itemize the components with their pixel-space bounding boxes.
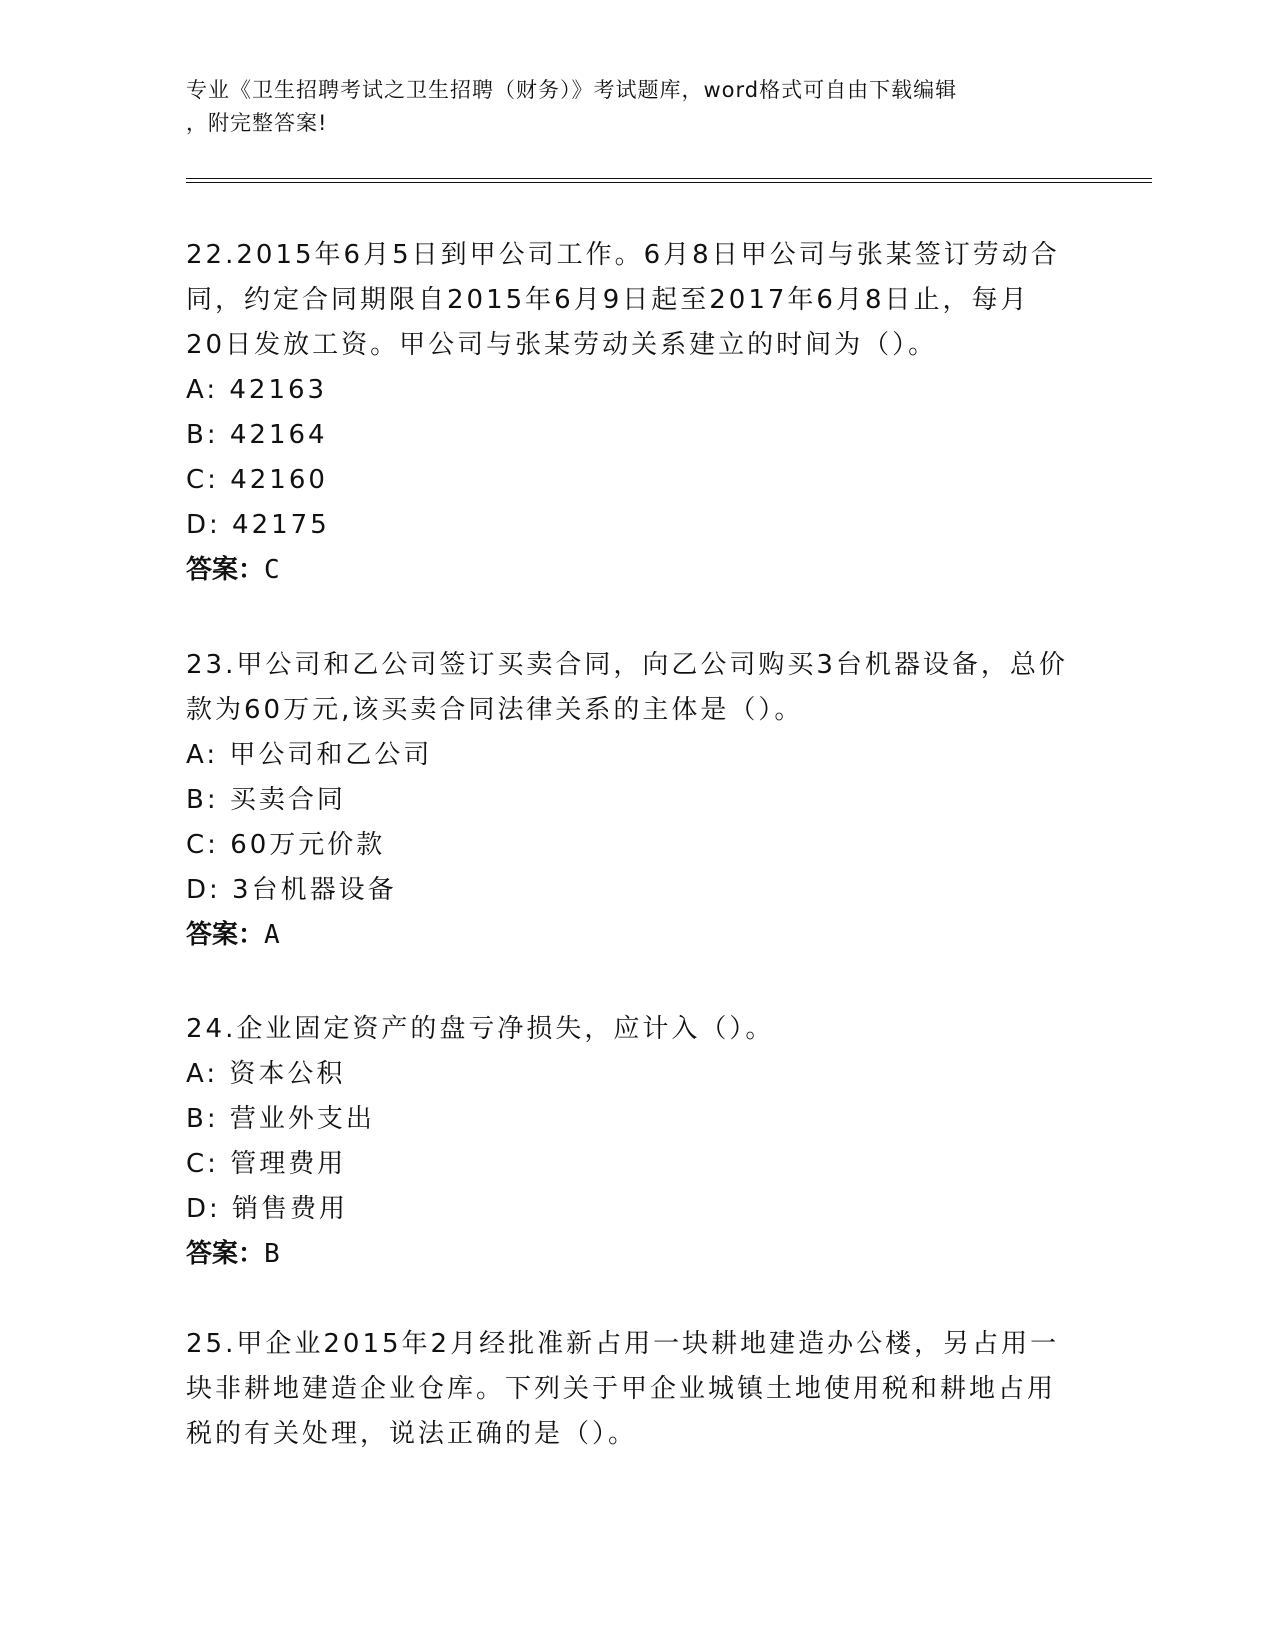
option-c bbox=[186, 1142, 1086, 1187]
answer-value: A bbox=[264, 920, 280, 950]
question-number: 25. bbox=[186, 1329, 237, 1359]
answer-line bbox=[186, 1232, 1086, 1277]
option-c bbox=[186, 458, 1086, 503]
question-number: 23. bbox=[186, 650, 237, 680]
option-d bbox=[186, 503, 1086, 548]
answer-line bbox=[186, 913, 1086, 958]
option-text: 买卖合同 bbox=[229, 785, 346, 815]
option-text: 资本公积 bbox=[229, 1059, 346, 1089]
option-b bbox=[186, 778, 1086, 823]
option-b bbox=[186, 1097, 1086, 1142]
option-label: D: bbox=[186, 875, 221, 905]
answer-label: 答案： bbox=[186, 920, 265, 950]
option-label: B: bbox=[186, 1104, 219, 1134]
question-line: 20日发放工资。甲公司与张某劳动关系建立的时间为（）。 bbox=[186, 330, 938, 360]
answer-line bbox=[186, 548, 1086, 593]
question-text: 2015年6月5日到甲公司工作。6月8日甲公司与张某签订劳动合 bbox=[236, 240, 1060, 270]
option-label: C: bbox=[186, 830, 219, 860]
question-line: 税的有关处理，说法正确的是（）。 bbox=[186, 1419, 638, 1449]
option-text: 42160 bbox=[230, 465, 328, 495]
question-line bbox=[186, 1322, 1086, 1367]
option-a bbox=[186, 733, 1086, 778]
option-text: 42175 bbox=[232, 510, 330, 540]
question-25 bbox=[186, 1322, 1086, 1457]
option-text: 42163 bbox=[229, 375, 328, 405]
question-22 bbox=[186, 233, 1086, 593]
option-text: 管理费用 bbox=[230, 1149, 347, 1179]
option-label: B: bbox=[186, 420, 219, 450]
option-label: A: bbox=[186, 1059, 219, 1089]
option-a bbox=[186, 1052, 1086, 1097]
question-24 bbox=[186, 1007, 1086, 1277]
option-label: D: bbox=[186, 510, 221, 540]
option-d bbox=[186, 868, 1086, 913]
header-divider-bottom bbox=[186, 182, 1152, 183]
option-text: 甲公司和乙公司 bbox=[229, 740, 433, 770]
header-line-1: 专业《卫生招聘考试之卫生招聘（财务）》考试题库，word格式可自由下载编辑 bbox=[186, 78, 958, 102]
question-line bbox=[186, 233, 1086, 278]
option-label: D: bbox=[186, 1194, 221, 1224]
question-number: 24. bbox=[186, 1014, 237, 1044]
option-text: 60万元价款 bbox=[230, 830, 386, 860]
option-b bbox=[186, 413, 1086, 458]
option-text: 营业外支出 bbox=[229, 1104, 375, 1134]
header-line-2: ，附完整答案! bbox=[186, 111, 328, 135]
option-c bbox=[186, 823, 1086, 868]
option-text: 42164 bbox=[229, 420, 328, 450]
question-text: 甲企业2015年2月经批准新占用一块耕地建造办公楼，另占用一 bbox=[236, 1329, 1060, 1359]
option-text: 3台机器设备 bbox=[232, 875, 397, 905]
header-divider-top bbox=[186, 178, 1152, 179]
question-23 bbox=[186, 643, 1086, 958]
option-label: A: bbox=[186, 740, 219, 770]
answer-value: B bbox=[264, 1239, 280, 1269]
option-d bbox=[186, 1187, 1086, 1232]
option-text: 销售费用 bbox=[232, 1194, 349, 1224]
option-label: C: bbox=[186, 1149, 219, 1179]
question-text: 企业固定资产的盘亏净损失，应计入（）。 bbox=[236, 1014, 775, 1044]
option-a bbox=[186, 368, 1086, 413]
question-line bbox=[186, 1007, 1086, 1052]
option-label: C: bbox=[186, 465, 219, 495]
question-line bbox=[186, 643, 1086, 688]
page-header bbox=[186, 74, 1066, 140]
option-label: B: bbox=[186, 785, 219, 815]
question-text: 甲公司和乙公司签订买卖合同，向乙公司购买3台机器设备，总价 bbox=[236, 650, 1068, 680]
question-line: 块非耕地建造企业仓库。下列关于甲企业城镇土地使用税和耕地占用 bbox=[186, 1374, 1057, 1404]
question-number: 22. bbox=[186, 240, 237, 270]
question-line: 同，约定合同期限自2015年6月9日起至2017年6月8日止，每月 bbox=[186, 285, 1030, 315]
answer-value: C bbox=[264, 555, 280, 585]
option-label: A: bbox=[186, 375, 219, 405]
answer-label: 答案： bbox=[186, 1239, 265, 1269]
answer-label: 答案： bbox=[186, 555, 265, 585]
question-line: 款为60万元,该买卖合同法律关系的主体是（）。 bbox=[186, 695, 804, 725]
